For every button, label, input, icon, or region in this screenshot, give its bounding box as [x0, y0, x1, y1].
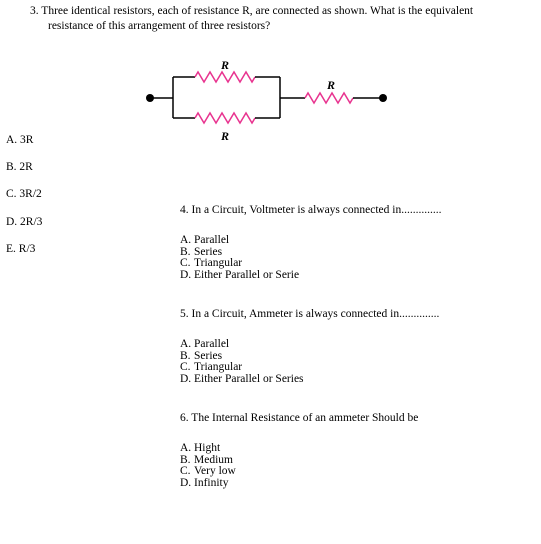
question-3-line-1: 3. Three identical resistors, each of resistance R, are connected as shown. What is the equivalent: [30, 5, 474, 17]
q3-option-a[interactable]: A. 3R: [6, 134, 34, 146]
q6-option-c[interactable]: C. Very low: [180, 465, 236, 477]
question-3-line-2: resistance of this arrangement of three resistors?: [48, 20, 271, 32]
q3-option-d[interactable]: D. 2R/3: [6, 216, 43, 228]
series-resistor: [305, 93, 353, 103]
q6-options: [180, 443, 236, 489]
q5-option-d[interactable]: D. Either Parallel or Series: [180, 372, 304, 385]
q4-options: [180, 235, 299, 281]
bottom-resistor-label: R: [221, 129, 230, 143]
q6-option-b[interactable]: B. Medium: [180, 453, 233, 466]
q5-option-b[interactable]: B. Series: [180, 349, 223, 362]
question-5: 5. In a Circuit, Ammeter is always connected in..............: [180, 308, 440, 320]
question-6: 6. The Internal Resistance of an ammeter Should be: [180, 412, 419, 424]
q4-option-c[interactable]: C. Triangular: [180, 257, 243, 269]
q6-option-d[interactable]: D. Infinity: [180, 476, 229, 489]
top-resistor: [195, 72, 255, 82]
q4-option-d[interactable]: D. Either Parallel or Serie: [180, 268, 300, 281]
resistor-circuit-diagram: [135, 55, 395, 145]
top-resistor-label: R: [221, 58, 230, 72]
q6-option-a[interactable]: A. Hight: [180, 442, 221, 454]
q5-options: [180, 339, 304, 385]
right-terminal: [379, 94, 387, 102]
q5-option-a[interactable]: A. Parallel: [180, 338, 230, 350]
q5-option-c[interactable]: C. Triangular: [180, 361, 243, 373]
q4-option-b[interactable]: B. Series: [180, 245, 223, 258]
question-4: 4. In a Circuit, Voltmeter is always connected in..............: [180, 204, 442, 216]
q3-option-e[interactable]: E. R/3: [6, 243, 36, 255]
series-resistor-label: R: [327, 78, 336, 92]
bottom-resistor: [195, 113, 255, 123]
q4-option-a[interactable]: A. Parallel: [180, 234, 230, 246]
q3-option-b[interactable]: B. 2R: [6, 161, 33, 173]
q3-option-c[interactable]: C. 3R/2: [6, 188, 42, 200]
